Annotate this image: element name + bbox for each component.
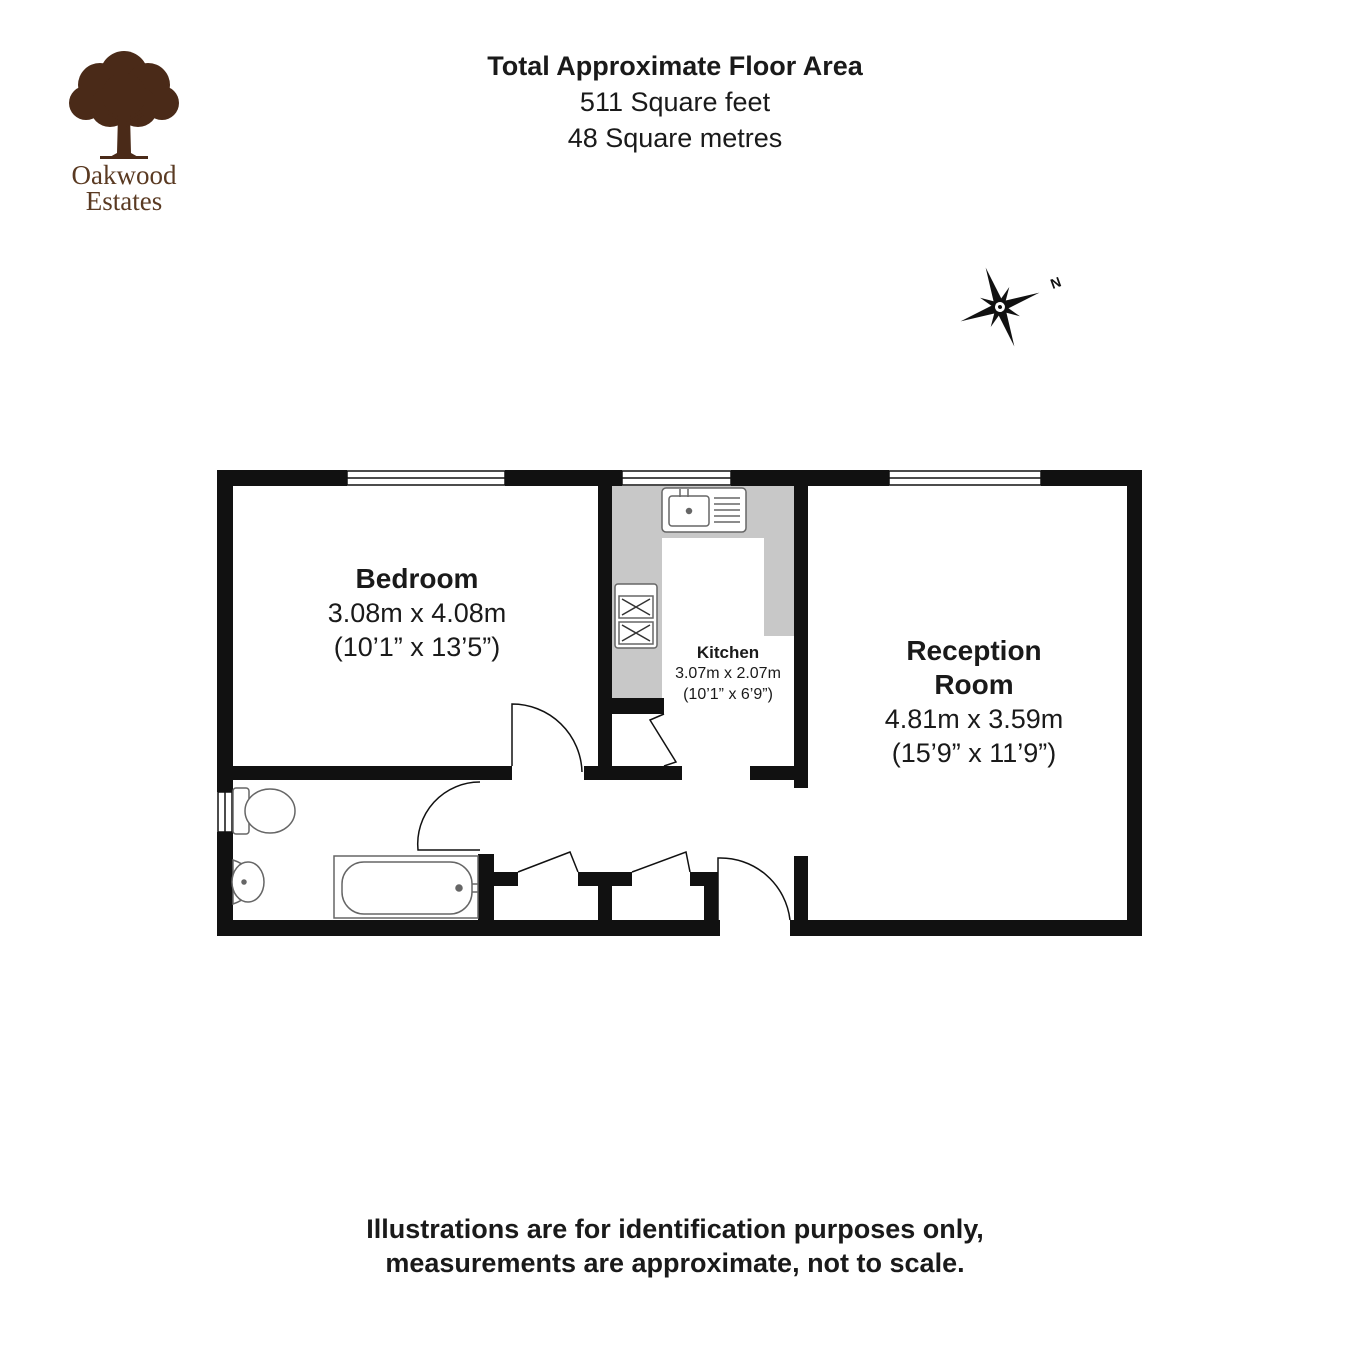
toilet-icon bbox=[233, 788, 295, 834]
compass-north-label: N bbox=[1048, 273, 1064, 292]
hob-icon bbox=[615, 584, 657, 648]
reception-imperial: (15’9” x 11’9”) bbox=[891, 738, 1057, 768]
logo-text-line1: Oakwood bbox=[71, 160, 177, 190]
bedroom-label bbox=[292, 562, 542, 664]
reception-name-line1: Reception bbox=[906, 635, 1042, 666]
floor-area-square-feet: 511 Square feet bbox=[579, 87, 771, 117]
sink-icon bbox=[662, 488, 746, 532]
kitchen-name: Kitchen bbox=[696, 643, 760, 662]
reception-name-line2: Room bbox=[934, 669, 1014, 700]
reception-metric: 4.81m x 3.59m bbox=[884, 704, 1064, 734]
disclaimer bbox=[0, 1212, 1350, 1280]
bedroom-metric: 3.08m x 4.08m bbox=[327, 598, 507, 628]
bath-icon bbox=[334, 856, 478, 918]
bedroom-imperial: (10’1” x 13’5”) bbox=[333, 632, 501, 662]
bedroom-name: Bedroom bbox=[355, 563, 479, 594]
floor-area-title: Total Approximate Floor Area bbox=[487, 51, 863, 81]
kitchen-metric: 3.07m x 2.07m bbox=[675, 665, 781, 682]
kitchen-label bbox=[658, 642, 798, 705]
disclaimer-line2: measurements are approximate, not to scale. bbox=[385, 1248, 965, 1278]
floor-area-square-metres: 48 Square metres bbox=[567, 123, 783, 153]
reception-label bbox=[849, 634, 1099, 770]
logo-text-line2: Estates bbox=[85, 186, 163, 216]
kitchen-imperial: (10’1” x 6’9”) bbox=[683, 686, 773, 703]
basin-icon bbox=[232, 860, 264, 904]
disclaimer-line1: Illustrations are for identification purposes only, bbox=[366, 1214, 984, 1244]
